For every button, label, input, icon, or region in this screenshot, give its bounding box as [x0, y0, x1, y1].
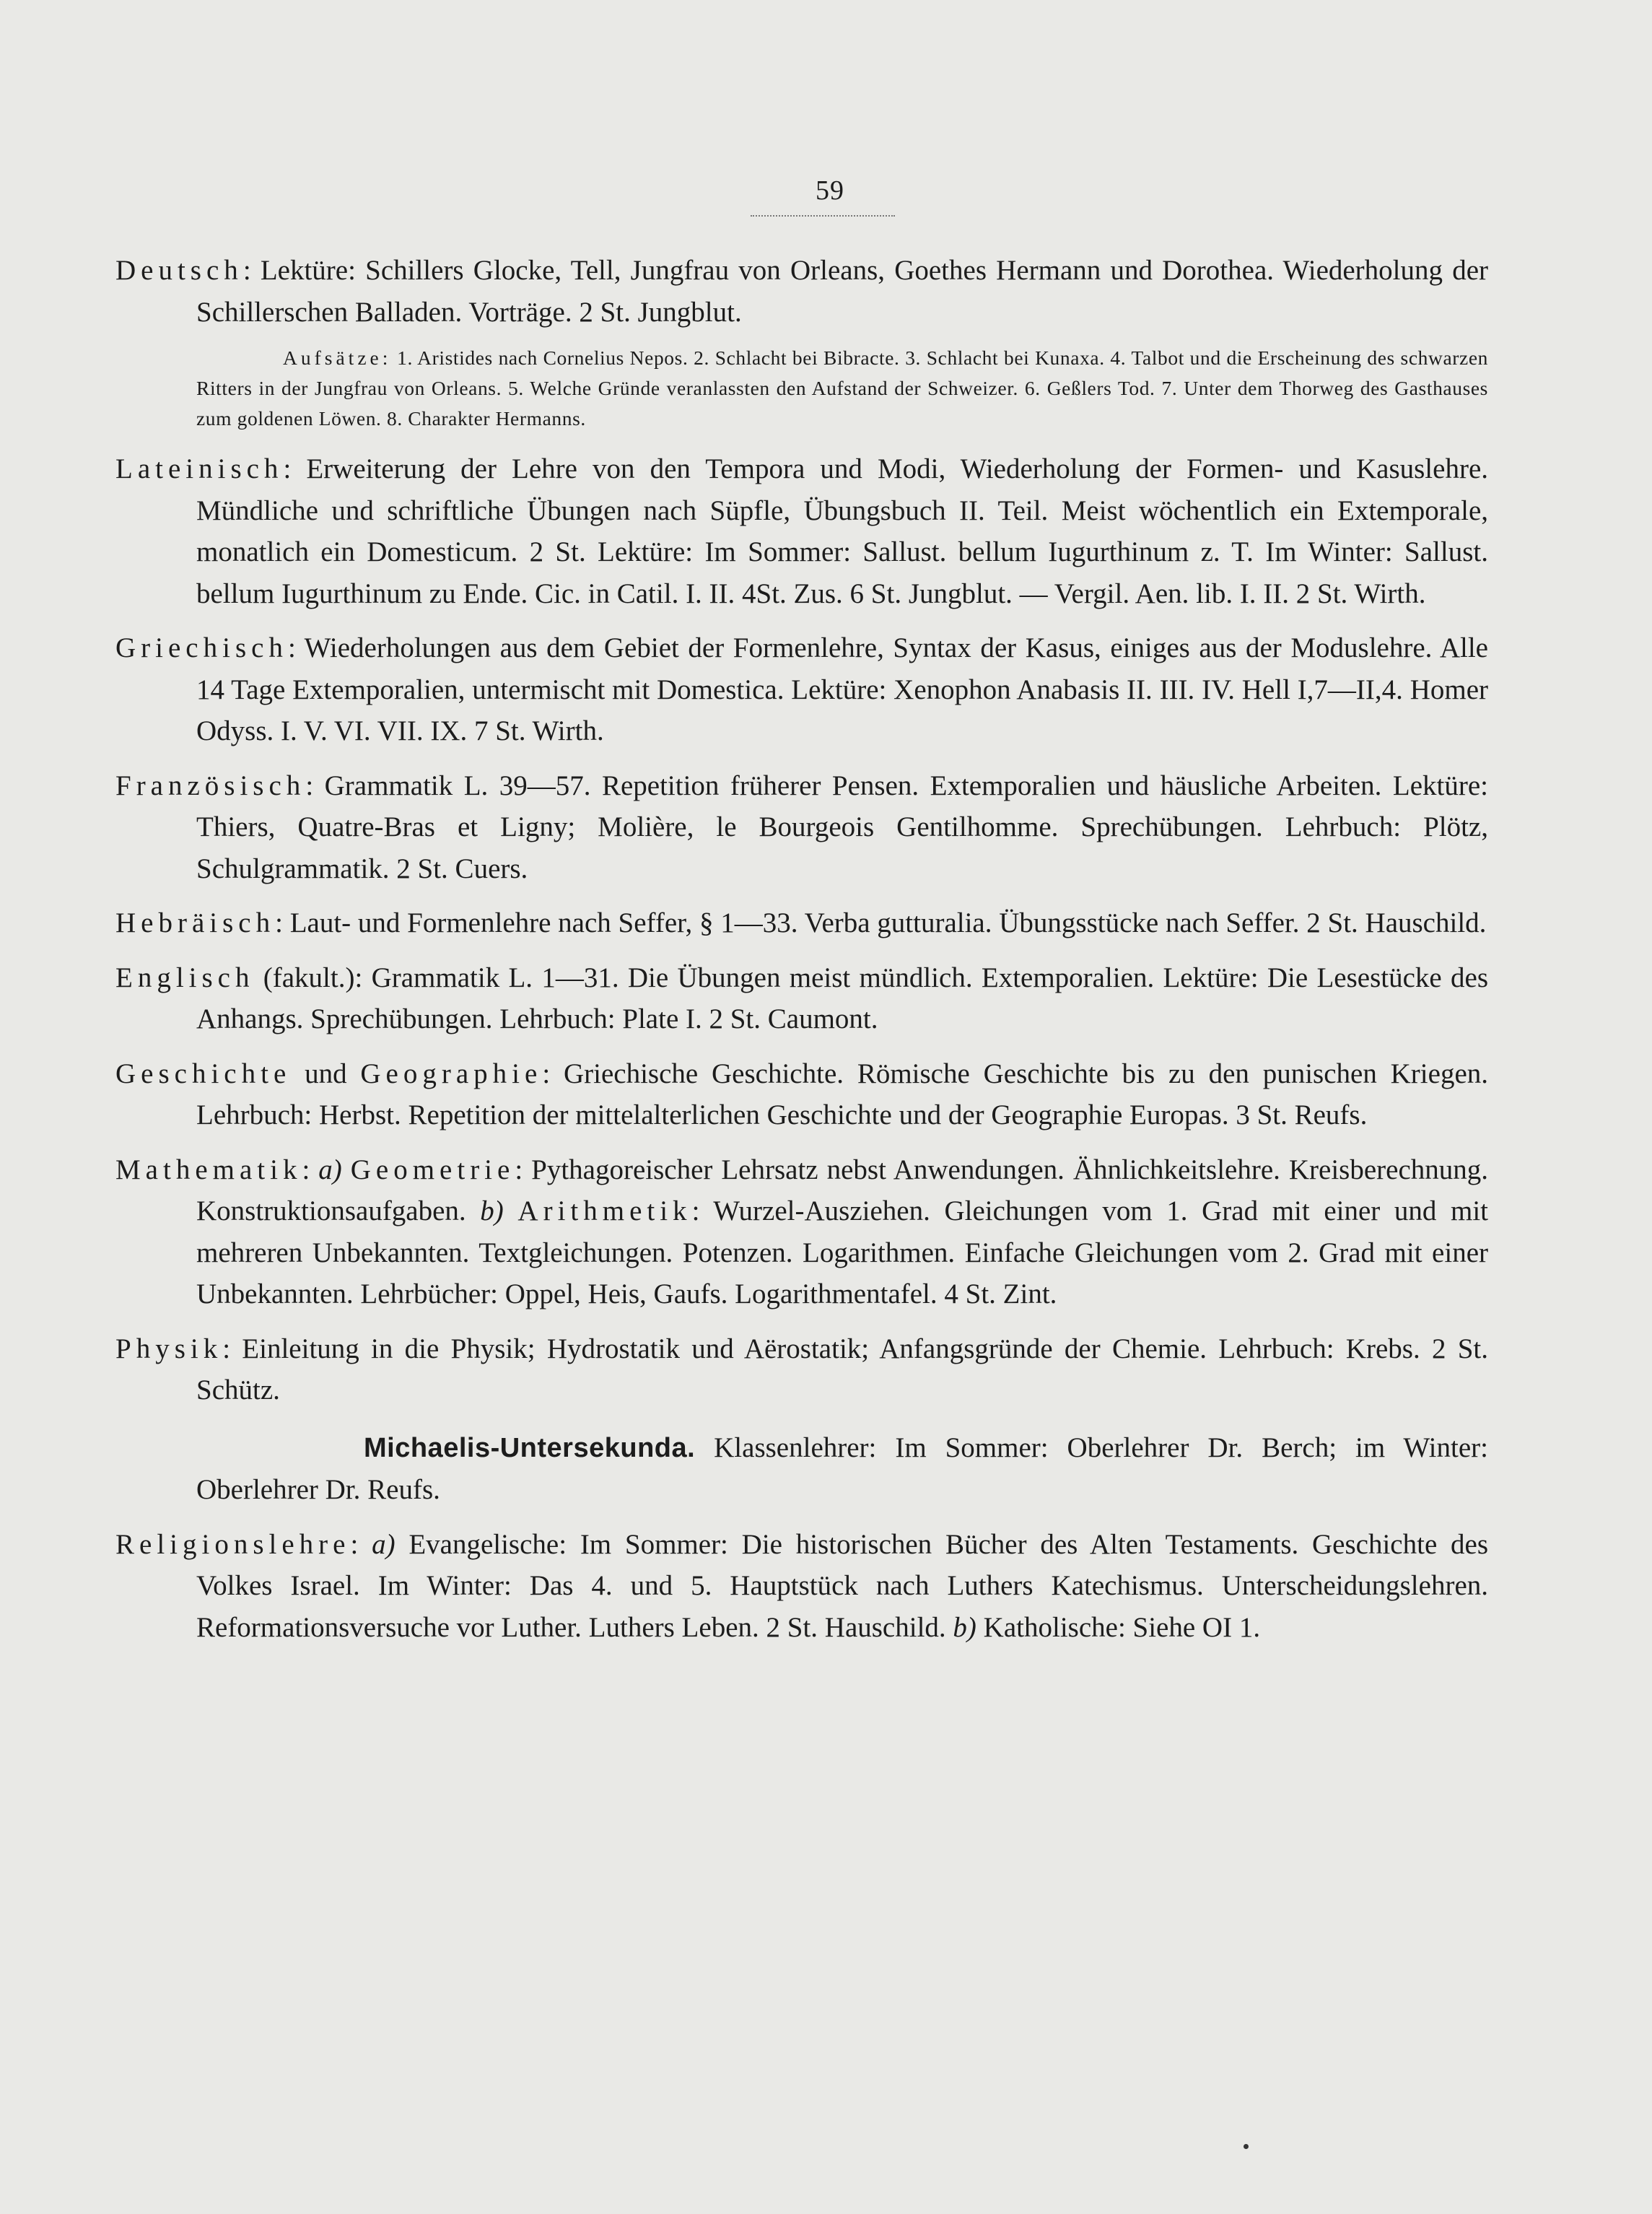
class-teacher-text: Klassenlehrer: Im Sommer: Oberlehrer Dr. Berch; im Winter: Oberlehrer Dr. Reufs. [196, 1431, 1488, 1505]
page-content [115, 250, 1488, 1661]
colon: : [691, 1195, 700, 1226]
section-griechisch [115, 627, 1488, 752]
section-text: Einleitung in die Physik; Hydrostatik und Aërostatik; Anfangsgründe der Chemie. Lehrbuch: Krebs. 2 St. Schütz. [196, 1333, 1488, 1405]
class-heading-paragraph [115, 1427, 1488, 1511]
section-hebraeisch [115, 902, 1488, 944]
part-b-text: Katholische: Siehe OI 1. [976, 1611, 1261, 1643]
section-englisch [115, 957, 1488, 1040]
part-a-label: a) [318, 1154, 342, 1185]
section-religionslehre [115, 1524, 1488, 1649]
connector: und [291, 1058, 361, 1089]
subject-griechisch: Griechisch [115, 632, 288, 663]
section-lateinisch [115, 448, 1488, 614]
part-b-label: b) [953, 1611, 976, 1643]
colon: : [287, 632, 296, 663]
section-physik [115, 1328, 1488, 1411]
essays-text: 1. Aristides nach Cornelius Nepos. 2. Schlacht bei Bibracte. 3. Schlacht bei Kunaxa. 4. Talbot und die Erscheinung des schwarzen Ritters in der Jungfrau von Orleans. 5. Welche Gründe veranlassten den Aufstand der Schweizer. 6. Geßlers Tod. 7. Unter dem Thorweg des Gasthauses zum goldenen Löwen. 8. Charakter Hermanns. [196, 347, 1488, 430]
colon: : [302, 1154, 310, 1185]
section-text: Griechische Geschichte. Römische Geschichte bis zu den punischen Kriegen. Lehrbuch: Herbst. Repetition der mittelalterlichen Geschichte und der Geographie Europas. 3 St. Reufs. [196, 1058, 1489, 1130]
part-a-text: Pythagoreischer Lehrsatz nebst Anwendungen. Ähnlichkeitslehre. Kreisberechnung. Konstruktionsaufgaben. [196, 1154, 1488, 1226]
section-text: Laut- und Formenlehre nach Seffer, § 1—33. Verba gutturalia. Übungsstücke nach Seffer. 2 St. Hauschild. [282, 907, 1487, 938]
colon: : [515, 1154, 523, 1185]
section-mathematik [115, 1149, 1488, 1315]
section-deutsch [115, 250, 1488, 333]
section-text: Erweiterung der Lehre von den Tempora und Modi, Wiederholung der Formen- und Kasuslehre. Mündliche und schriftliche Übungen nach Süpfle, Übungsbuch II. Teil. Meist wöchentlich ein Extemporale, monatlich ein Domesticum. 2 St. Lektüre: Im Sommer: Sallust. bellum Iugurthinum z. T. Im Winter: Sallust. bellum Iugurthinum zu Ende. Cic. in Catil. I. II. 4St. Zus. 6 St. Jungblut. — Vergil. Aen. lib. I. II. 2 St. Wirth. [196, 453, 1488, 609]
part-b-text: Wurzel-Ausziehen. Gleichungen vom 1. Grad mit einer und mit mehreren Unbekannten. Textgleichungen. Potenzen. Logarithmen. Einfache Gleichungen vom 2. Grad mit einer Unbekannten. Lehrbücher: Oppel, Heis, Gaufs. Logarithmentafel. 4 St. Zint. [196, 1195, 1489, 1309]
colon: : [283, 453, 292, 484]
part-a-text: Evangelische: Im Sommer: Die historischen Bücher des Alten Testaments. Geschichte des Volkes Israel. Im Winter: Das 4. und 5. Hauptstück nach Luthers Katechismus. Unterscheidungslehren. Reformationsversuche vor Luther. Luthers Leben. 2 St. Hauschild. [196, 1528, 1489, 1643]
subject-englisch: Englisch [115, 962, 255, 993]
section-geschichte [115, 1053, 1488, 1136]
subject-geschichte: Geschichte [115, 1058, 292, 1089]
section-text: Lektüre: Schillers Glocke, Tell, Jungfrau von Orleans, Goethes Hermann und Dorothea. Wiederholung der Schillerschen Balladen. Vorträge. 2 St. Jungblut. [196, 255, 1488, 328]
colon: : [222, 1333, 231, 1364]
deutsch-essays [115, 343, 1488, 434]
subject-deutsch: Deutsch [115, 255, 243, 286]
colon: : [275, 907, 283, 938]
print-speck [1244, 2144, 1249, 2149]
page-number: 59 [816, 175, 844, 206]
subject-mathematik: Mathematik [115, 1154, 302, 1185]
section-franzoesisch [115, 765, 1488, 890]
subject-religionslehre: Religionslehre [115, 1528, 351, 1560]
subject-geographie: Geographie [360, 1058, 543, 1089]
colon: : [305, 770, 314, 801]
subject-franzoesisch: Französisch [115, 770, 306, 801]
class-heading: Michaelis-Untersekunda. [364, 1432, 696, 1463]
page-number-rule [751, 215, 895, 217]
essays-label: Aufsätze: [283, 347, 392, 369]
subject-lateinisch: Lateinisch [115, 453, 284, 484]
part-a-label: a) [372, 1528, 395, 1560]
subject-geometrie: Geometrie [350, 1154, 515, 1185]
section-text: (fakult.): Grammatik L. 1—31. Die Übungen meist mündlich. Extemporalien. Lektüre: Die Lesestücke des Anhangs. Sprechübungen. Lehrbuch: Plate I. 2 St. Caumont. [196, 962, 1488, 1034]
part-b-label: b) [480, 1195, 504, 1226]
section-text: Grammatik L. 39—57. Repetition früherer Pensen. Extemporalien und häusliche Arbeiten. Lektüre: Thiers, Quatre-Bras et Ligny; Molière, le Bourgeois Gentilhomme. Sprechübungen. Lehrbuch: Plötz, Schulgrammatik. 2 St. Cuers. [196, 770, 1488, 884]
subject-physik: Physik [115, 1333, 223, 1364]
subject-arithmetik: Arithmetik [517, 1195, 692, 1226]
section-text: Wiederholungen aus dem Gebiet der Formenlehre, Syntax der Kasus, einiges aus der Moduslehre. Alle 14 Tage Extemporalien, untermischt mit Domestica. Lektüre: Xenophon Anabasis II. III. IV. Hell I,7—II,4. Homer Odyss. I. V. VI. VII. IX. 7 St. Wirth. [196, 632, 1488, 746]
colon: : [242, 255, 251, 286]
subject-hebraeisch: Hebräisch [115, 907, 276, 938]
colon: : [542, 1058, 551, 1089]
colon: : [350, 1528, 359, 1560]
